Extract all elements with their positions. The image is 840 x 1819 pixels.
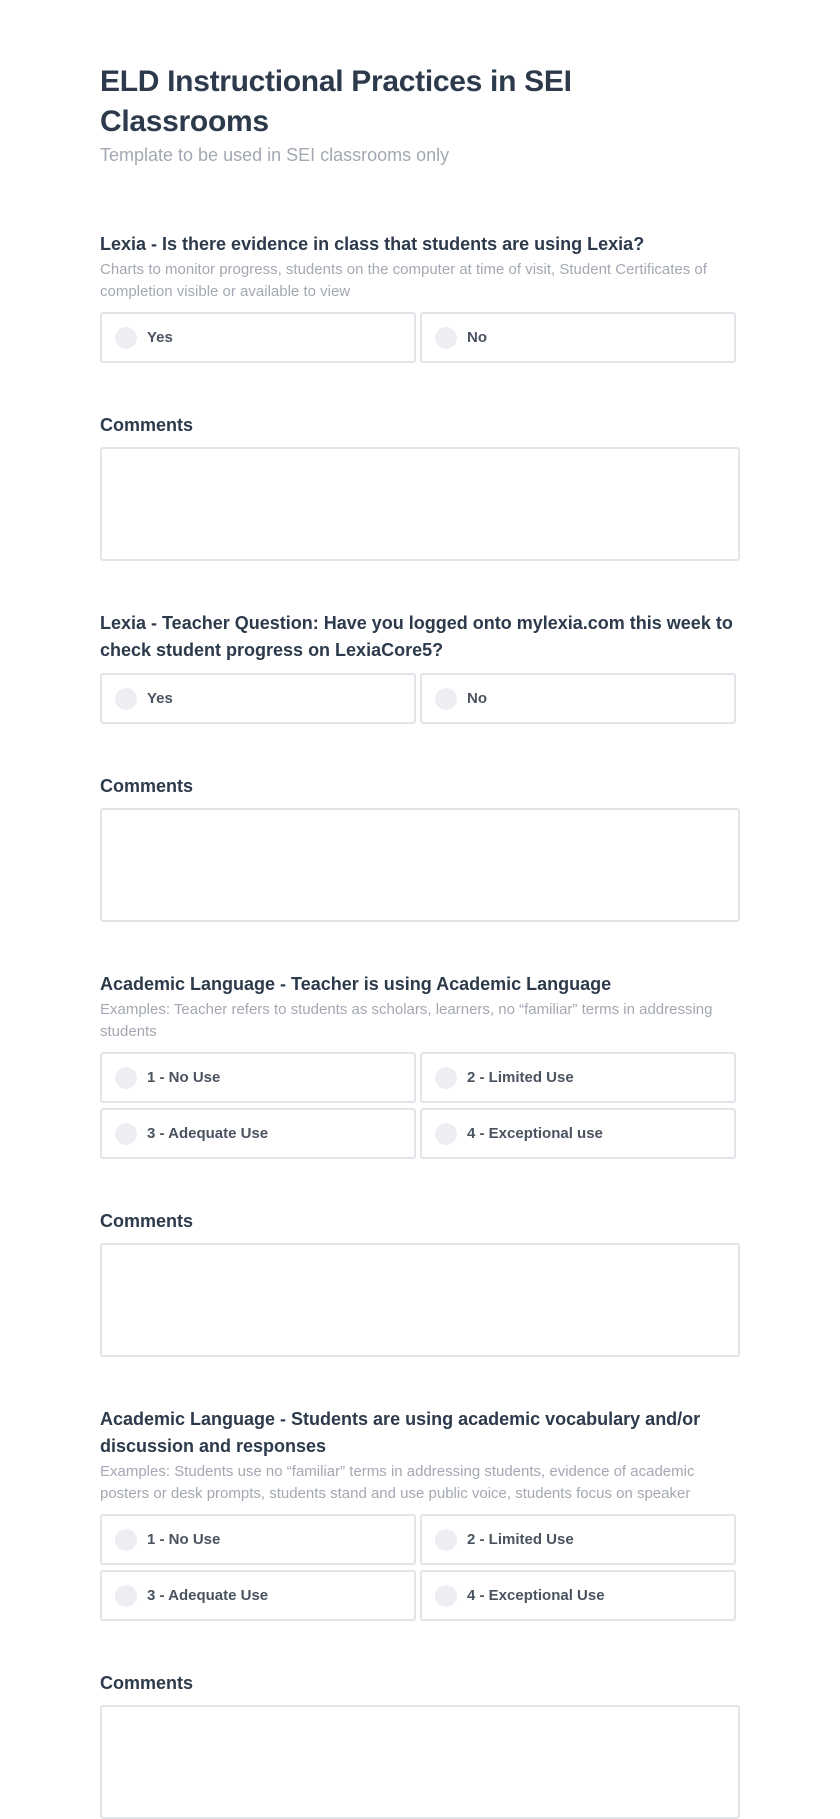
comments-section <box>100 774 740 922</box>
option-label: No <box>467 329 487 346</box>
radio-unchecked-icon[interactable] <box>435 1067 457 1089</box>
option-no-use[interactable] <box>100 1514 416 1565</box>
option-label: 3 - Adequate Use <box>147 1125 269 1142</box>
option-no[interactable] <box>420 673 736 724</box>
form-subtitle: Template to be used in SEI classrooms only <box>100 145 450 165</box>
option-label: No <box>467 690 487 707</box>
radio-unchecked-icon[interactable] <box>435 688 457 710</box>
option-limited-use[interactable] <box>420 1514 736 1565</box>
radio-group <box>100 673 740 724</box>
question-lexia-teacher <box>100 610 740 724</box>
option-label: 2 - Limited Use <box>467 1531 574 1548</box>
comments-textarea[interactable] <box>100 808 740 922</box>
radio-unchecked-icon[interactable] <box>115 327 137 349</box>
option-yes[interactable] <box>100 312 416 363</box>
option-limited-use[interactable] <box>420 1052 736 1103</box>
option-exceptional-use[interactable] <box>420 1108 736 1159</box>
comments-label: Comments <box>100 776 194 796</box>
comments-textarea[interactable] <box>100 1243 740 1357</box>
question-help: Examples: Teacher refers to students as scholars, learners, no “familiar” terms in addressing students <box>100 1001 713 1040</box>
radio-group <box>100 1514 740 1621</box>
option-label: 4 - Exceptional use <box>467 1125 603 1142</box>
comments-textarea[interactable] <box>100 1705 740 1819</box>
option-label: Yes <box>147 329 173 346</box>
comments-label: Comments <box>100 1673 194 1693</box>
option-adequate-use[interactable] <box>100 1570 416 1621</box>
radio-group <box>100 1052 740 1159</box>
question-help: Charts to monitor progress, students on the computer at time of visit, Student Certificates of completion visible or available to view <box>100 261 707 300</box>
option-label: 2 - Limited Use <box>467 1069 574 1086</box>
comments-label: Comments <box>100 415 194 435</box>
option-no[interactable] <box>420 312 736 363</box>
option-label: 3 - Adequate Use <box>147 1587 269 1604</box>
radio-unchecked-icon[interactable] <box>435 1123 457 1145</box>
option-label: 1 - No Use <box>147 1531 221 1548</box>
comments-textarea[interactable] <box>100 447 740 561</box>
option-label: 4 - Exceptional Use <box>467 1587 605 1604</box>
question-academic-language-teacher <box>100 971 740 1159</box>
comments-section <box>100 1671 740 1819</box>
question-label: Academic Language - Students are using academic vocabulary and/or discussion and responses <box>100 1409 701 1456</box>
option-label: Yes <box>147 690 173 707</box>
radio-unchecked-icon[interactable] <box>435 327 457 349</box>
option-no-use[interactable] <box>100 1052 416 1103</box>
question-label: Academic Language - Teacher is using Academic Language <box>100 974 612 994</box>
radio-unchecked-icon[interactable] <box>115 1529 137 1551</box>
question-help: Examples: Students use no “familiar” terms in addressing students, evidence of academic posters or desk prompts, students stand and use public voice, students focus on speaker <box>100 1463 695 1502</box>
form-title: ELD Instructional Practices in SEI Classrooms <box>100 65 572 138</box>
question-label: Lexia - Is there evidence in class that students are using Lexia? <box>100 234 645 254</box>
question-lexia-evidence <box>100 231 740 363</box>
radio-group <box>100 312 740 363</box>
question-academic-language-students <box>100 1406 740 1621</box>
comments-label: Comments <box>100 1211 194 1231</box>
form-page <box>100 62 740 1819</box>
option-yes[interactable] <box>100 673 416 724</box>
radio-unchecked-icon[interactable] <box>115 688 137 710</box>
question-label: Lexia - Teacher Question: Have you logged onto mylexia.com this week to check student progress on LexiaCore5? <box>100 613 733 660</box>
comments-section <box>100 1209 740 1357</box>
radio-unchecked-icon[interactable] <box>115 1123 137 1145</box>
radio-unchecked-icon[interactable] <box>435 1585 457 1607</box>
option-exceptional-use[interactable] <box>420 1570 736 1621</box>
radio-unchecked-icon[interactable] <box>115 1067 137 1089</box>
comments-section <box>100 413 740 561</box>
radio-unchecked-icon[interactable] <box>115 1585 137 1607</box>
radio-unchecked-icon[interactable] <box>435 1529 457 1551</box>
option-adequate-use[interactable] <box>100 1108 416 1159</box>
option-label: 1 - No Use <box>147 1069 221 1086</box>
